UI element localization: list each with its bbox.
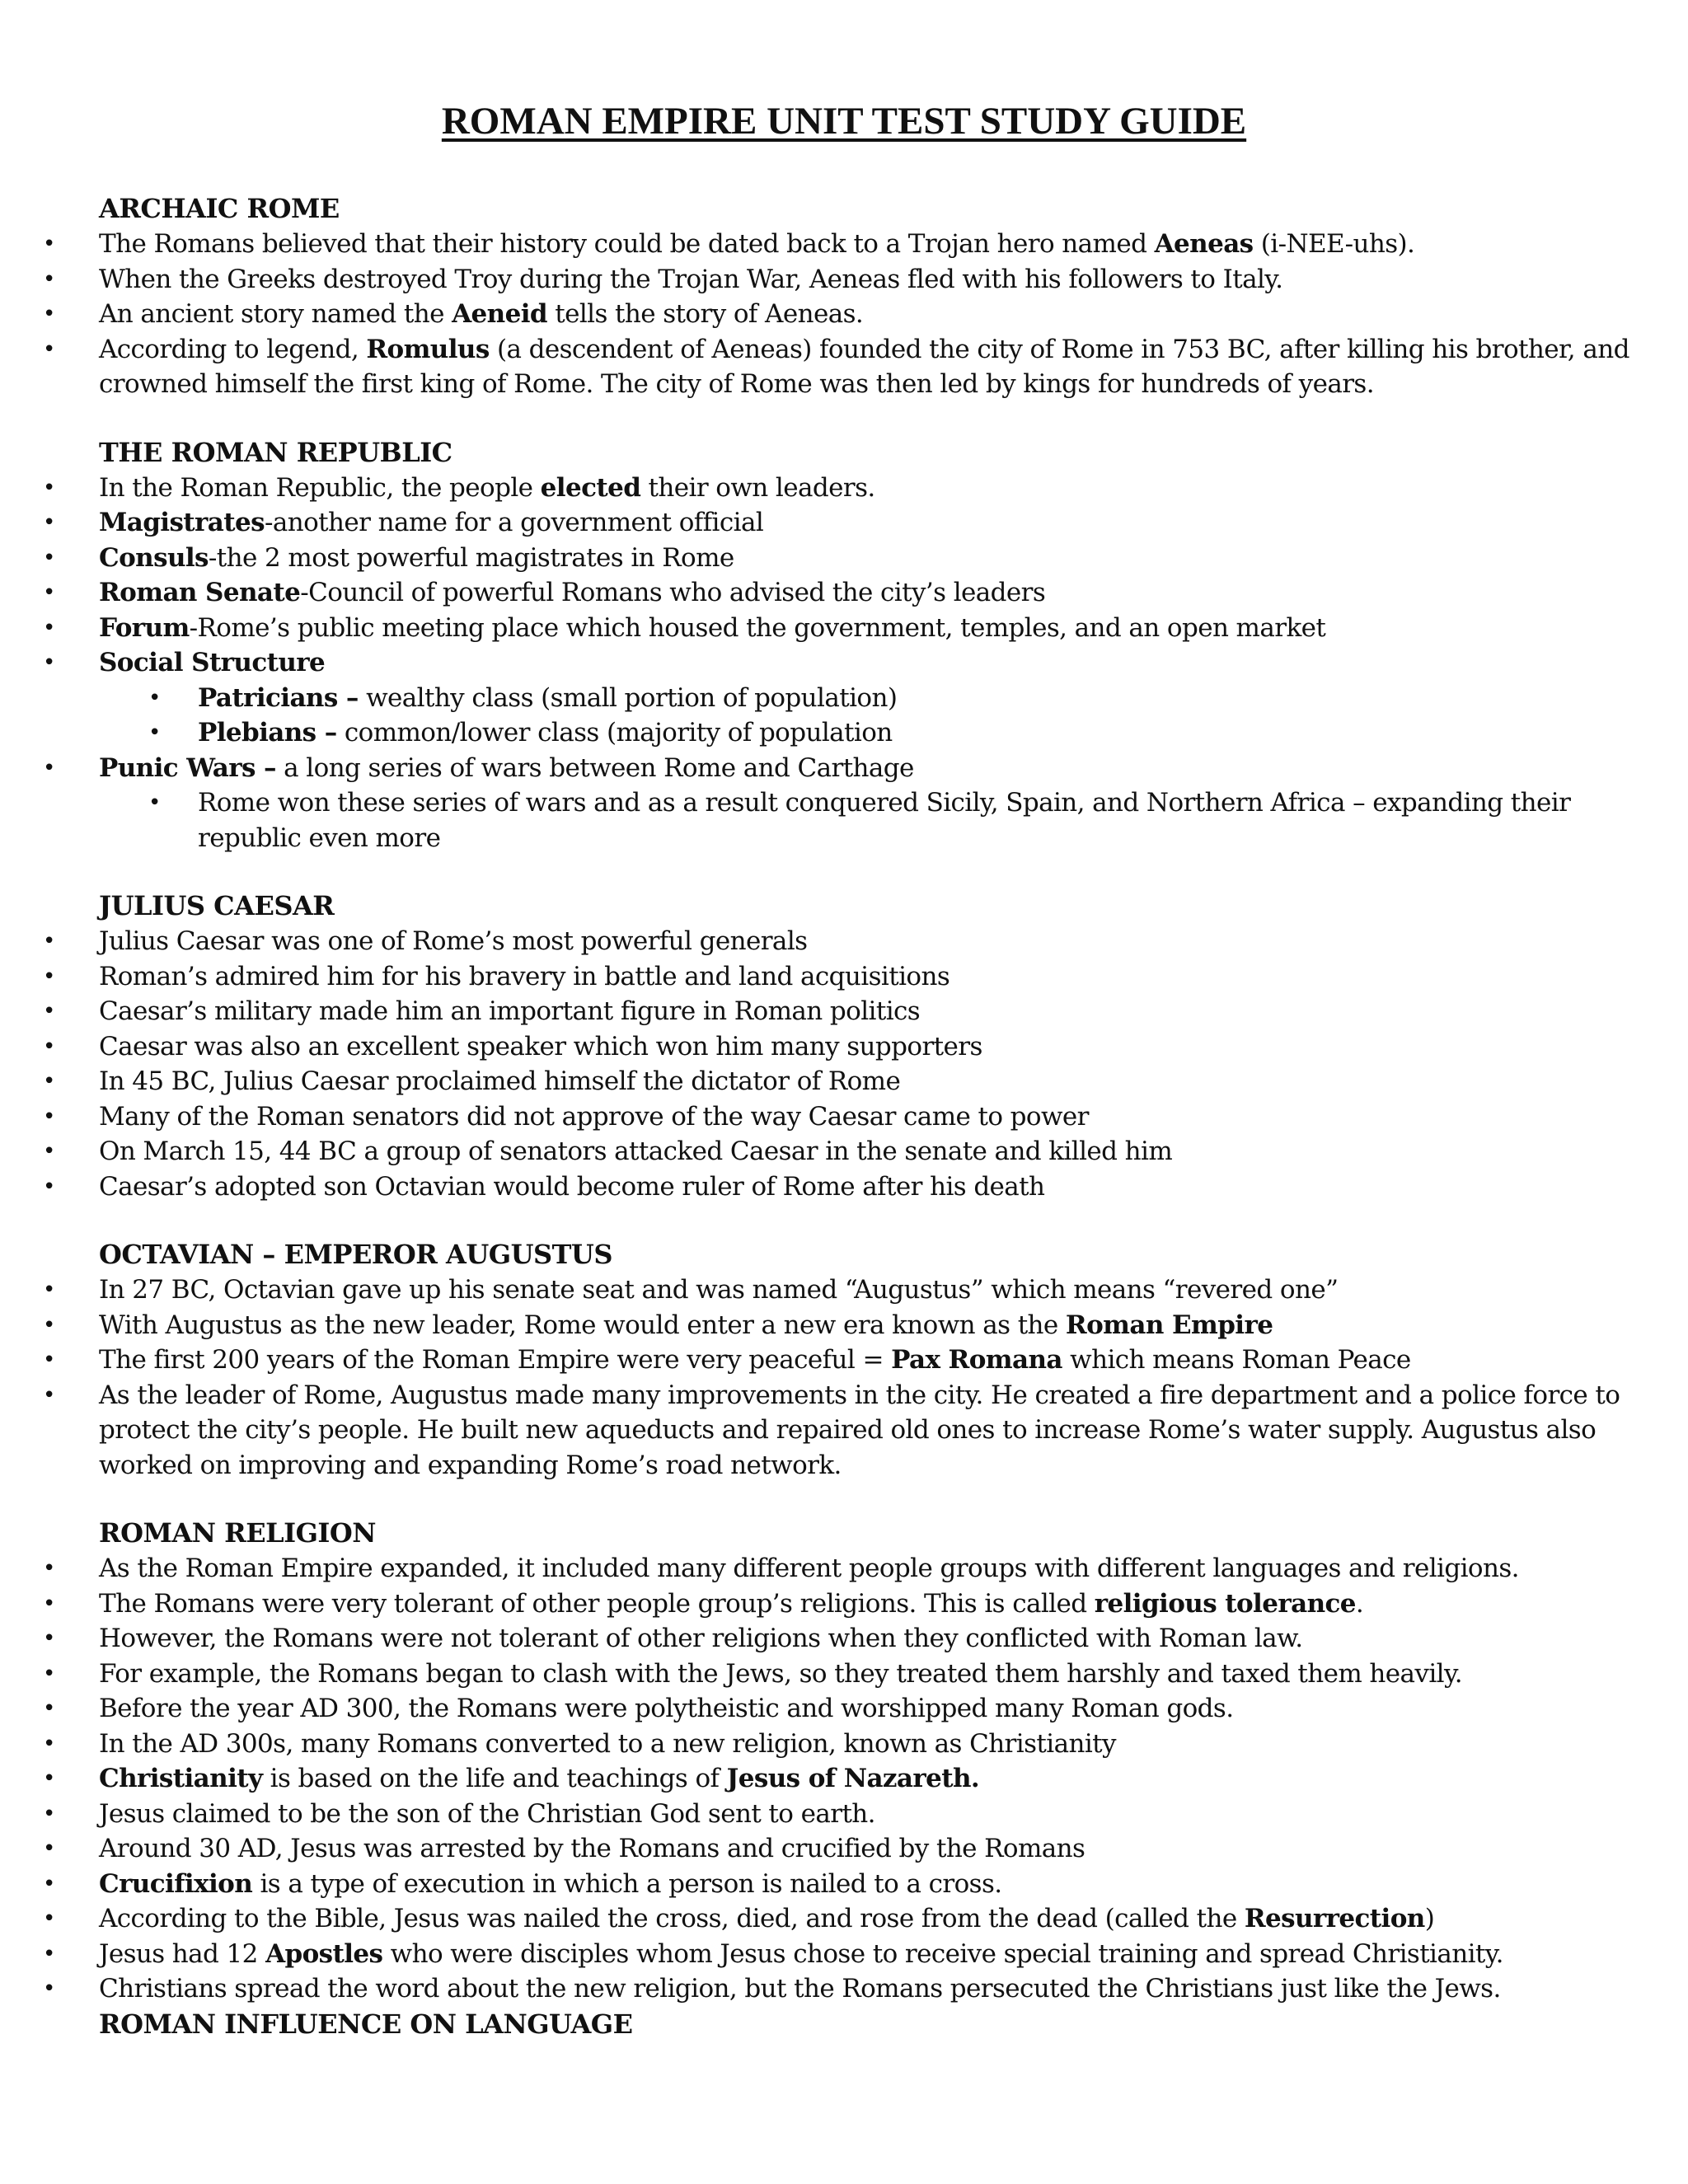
list-item: • The Romans believed that their history could be dated back to a Trojan hero named Aeneas (i-NEE-uhs). — [0, 227, 1688, 262]
bold-term: Consuls — [99, 542, 209, 573]
list-item: • However, the Romans were not tolerant of other religions when they conflicted with Roman law. — [0, 1621, 1688, 1657]
list-item: • In the AD 300s, many Romans converted to a new religion, known as Christianity — [0, 1727, 1688, 1762]
bullet-icon: • — [148, 685, 161, 710]
list-item: • Jesus claimed to be the son of the Christian God sent to earth. — [0, 1797, 1688, 1832]
list-item: • Consuls-the 2 most powerful magistrates in Rome — [0, 541, 1688, 576]
section-heading: THE ROMAN REPUBLIC — [99, 436, 452, 468]
bullet-icon: • — [43, 1976, 55, 2001]
bullet-icon: • — [43, 1069, 55, 1094]
bullet-icon: • — [43, 336, 55, 362]
bold-term: Apostles — [265, 1938, 383, 1969]
bullet-list — [0, 227, 1688, 402]
sub-bullet-list — [0, 785, 1688, 855]
bold-term: Roman Empire — [1065, 1310, 1273, 1340]
list-item: • In 45 BC, Julius Caesar proclaimed himself the dictator of Rome — [0, 1064, 1688, 1099]
page-title: ROMAN EMPIRE UNIT TEST STUDY GUIDE — [441, 100, 1247, 143]
bullet-icon: • — [43, 1382, 55, 1408]
list-item: • As the Roman Empire expanded, it included many different people groups with different languages and religions. — [0, 1551, 1688, 1586]
section-heading: ARCHAIC ROME — [99, 193, 340, 224]
bullet-list — [0, 471, 1688, 856]
bullet-icon: • — [43, 1731, 55, 1756]
bold-term: Christianity — [99, 1764, 263, 1793]
list-item: • An ancient story named the Aeneid tells the story of Aeneas. — [0, 297, 1688, 332]
section-roman-influence-on-language — [0, 2007, 1688, 2042]
list-item: • As the leader of Rome, Augustus made many improvements in the city. He created a fire department and a police force to protect the city’s people. He built new aqueducts and repaired old ones to increase Rome’s water supply. Augustus also worked on improving and expanding Rome’s road network. — [0, 1378, 1688, 1483]
bold-term: Plebians – — [198, 718, 337, 748]
section-heading: ROMAN INFLUENCE ON LANGUAGE — [99, 2008, 633, 2040]
bullet-icon: • — [148, 790, 161, 815]
list-item: • Before the year AD 300, the Romans were polytheistic and worshipped many Roman gods. — [0, 1691, 1688, 1727]
list-item: • Jesus had 12 Apostles who were disciples whom Jesus chose to receive special training and spread Christianity. — [0, 1937, 1688, 1972]
bullet-icon: • — [43, 1347, 55, 1372]
bullet-icon: • — [43, 510, 55, 535]
list-item: • Magistrates-another name for a government official — [0, 505, 1688, 541]
bullet-icon: • — [148, 720, 161, 745]
bold-term: Patricians – — [198, 682, 359, 713]
list-item: • Roman Senate-Council of powerful Romans who advised the city’s leaders — [0, 575, 1688, 611]
bullet-list — [0, 1272, 1688, 1483]
section-roman-religion — [0, 1516, 1688, 2007]
list-item: • Crucifixion is a type of execution in which a person is nailed to a cross. — [0, 1867, 1688, 1902]
bullet-icon: • — [43, 1941, 55, 1966]
bullet-icon: • — [43, 1696, 55, 1721]
bullet-icon: • — [43, 1661, 55, 1686]
list-item: • With Augustus as the new leader, Rome would enter a new era known as the Roman Empire — [0, 1308, 1688, 1343]
bullet-icon: • — [43, 1766, 55, 1791]
bullet-icon: • — [43, 1836, 55, 1861]
sub-list-item: • Patricians – wealthy class (small portion of population) — [0, 681, 1688, 716]
bullet-icon: • — [43, 1104, 55, 1129]
sub-bullet-list — [0, 681, 1688, 751]
bullet-icon: • — [43, 650, 55, 675]
bullet-icon: • — [43, 545, 55, 570]
list-item: • According to the Bible, Jesus was nailed the cross, died, and rose from the dead (called the Resurrection) — [0, 1901, 1688, 1937]
bullet-list — [0, 1551, 1688, 2007]
bullet-icon: • — [43, 615, 55, 640]
bullet-icon: • — [43, 1312, 55, 1338]
bullet-icon: • — [43, 1801, 55, 1826]
list-item: • When the Greeks destroyed Troy during the Trojan War, Aeneas fled with his followers to Italy. — [0, 262, 1688, 298]
bold-term: religious tolerance — [1094, 1588, 1356, 1619]
bullet-icon: • — [43, 1626, 55, 1651]
bullet-icon: • — [43, 1591, 55, 1616]
bold-term: Jesus of Nazareth. — [726, 1764, 980, 1793]
bullet-icon: • — [43, 999, 55, 1024]
bold-term: Aeneid — [452, 299, 547, 329]
bold-term: Forum — [99, 612, 190, 643]
bold-term: elected — [540, 472, 641, 503]
bold-term: Resurrection — [1244, 1904, 1425, 1933]
bullet-icon: • — [43, 1556, 55, 1581]
section-archaic-rome — [0, 191, 1688, 402]
section-heading: ROMAN RELIGION — [99, 1517, 376, 1549]
bullet-icon: • — [43, 580, 55, 605]
bold-term: Roman Senate — [99, 578, 301, 607]
list-item: • Around 30 AD, Jesus was arrested by the Romans and crucified by the Romans — [0, 1831, 1688, 1867]
bullet-icon: • — [43, 1277, 55, 1302]
bullet-icon: • — [43, 963, 55, 989]
list-item: • Caesar’s adopted son Octavian would become ruler of Rome after his death — [0, 1169, 1688, 1205]
list-item — [0, 645, 1688, 681]
list-item: • On March 15, 44 BC a group of senators attacked Caesar in the senate and killed him — [0, 1134, 1688, 1169]
bold-term: Punic Wars – — [99, 752, 276, 783]
list-item: • Julius Caesar was one of Rome’s most powerful generals — [0, 924, 1688, 959]
list-item: • Christianity is based on the life and teachings of Jesus of Nazareth. — [0, 1761, 1688, 1797]
list-item: • Forum-Rome’s public meeting place which housed the government, temples, and an open market — [0, 611, 1688, 646]
list-item: • The Romans were very tolerant of other people group’s religions. This is called religious tolerance. — [0, 1586, 1688, 1622]
bullet-list — [0, 924, 1688, 1204]
list-item: • In the Roman Republic, the people elected their own leaders. — [0, 471, 1688, 506]
bullet-icon: • — [43, 302, 55, 326]
bullet-icon: • — [43, 1033, 55, 1059]
section-heading: JULIUS CAESAR — [99, 890, 335, 921]
section-heading: OCTAVIAN – EMPEROR AUGUSTUS — [99, 1239, 612, 1270]
section-the-roman-republic — [0, 435, 1688, 856]
sub-list-item: • Plebians – common/lower class (majority of population — [0, 715, 1688, 751]
bullet-icon: • — [43, 232, 55, 256]
sub-list-item: • Rome won these series of wars and as a result conquered Sicily, Spain, and Northern Africa – expanding their republic even more — [0, 785, 1688, 855]
bold-term: Pax Romana — [891, 1345, 1062, 1375]
bullet-icon: • — [43, 929, 55, 954]
list-item: • Punic Wars – a long series of wars between Rome and Carthage — [0, 751, 1688, 786]
study-guide-content — [0, 191, 1688, 2075]
list-item: • Roman’s admired him for his bravery in battle and land acquisitions — [0, 959, 1688, 995]
bullet-icon: • — [43, 266, 55, 292]
list-item: • Christians spread the word about the new religion, but the Romans persecuted the Christians just like the Jews. — [0, 1971, 1688, 2007]
section-julius-caesar — [0, 888, 1688, 1204]
list-item: • Caesar was also an excellent speaker which won him many supporters — [0, 1029, 1688, 1065]
list-item: • In 27 BC, Octavian gave up his senate seat and was named “Augustus” which means “revered one” — [0, 1272, 1688, 1308]
bullet-icon: • — [43, 1871, 55, 1896]
bold-term: Aeneas — [1154, 229, 1254, 259]
bullet-icon: • — [43, 1139, 55, 1164]
bullet-icon: • — [43, 1906, 55, 1931]
list-item: • According to legend, Romulus (a descendent of Aeneas) founded the city of Rome in 753 BC, after killing his brother, and crowned himself the first king of Rome. The city of Rome was then led by kings for hundreds of years. — [0, 332, 1688, 402]
list-item: • For example, the Romans began to clash with the Jews, so they treated them harshly and taxed them heavily. — [0, 1657, 1688, 1692]
bullet-icon: • — [43, 475, 55, 500]
list-item: • The first 200 years of the Roman Empire were very peaceful = Pax Romana which means Roman Peace — [0, 1343, 1688, 1378]
bullet-icon: • — [43, 755, 55, 780]
bold-term: Social Structure — [99, 648, 326, 677]
list-item: • Caesar’s military made him an important figure in Roman politics — [0, 994, 1688, 1029]
bold-term: Magistrates — [99, 508, 265, 537]
bold-term: Romulus — [366, 334, 490, 364]
list-item: • Many of the Roman senators did not approve of the way Caesar came to power — [0, 1099, 1688, 1135]
section-octavian-emperor-augustus — [0, 1237, 1688, 1483]
bullet-icon: • — [43, 1174, 55, 1199]
bold-term: Crucifixion — [99, 1868, 253, 1899]
